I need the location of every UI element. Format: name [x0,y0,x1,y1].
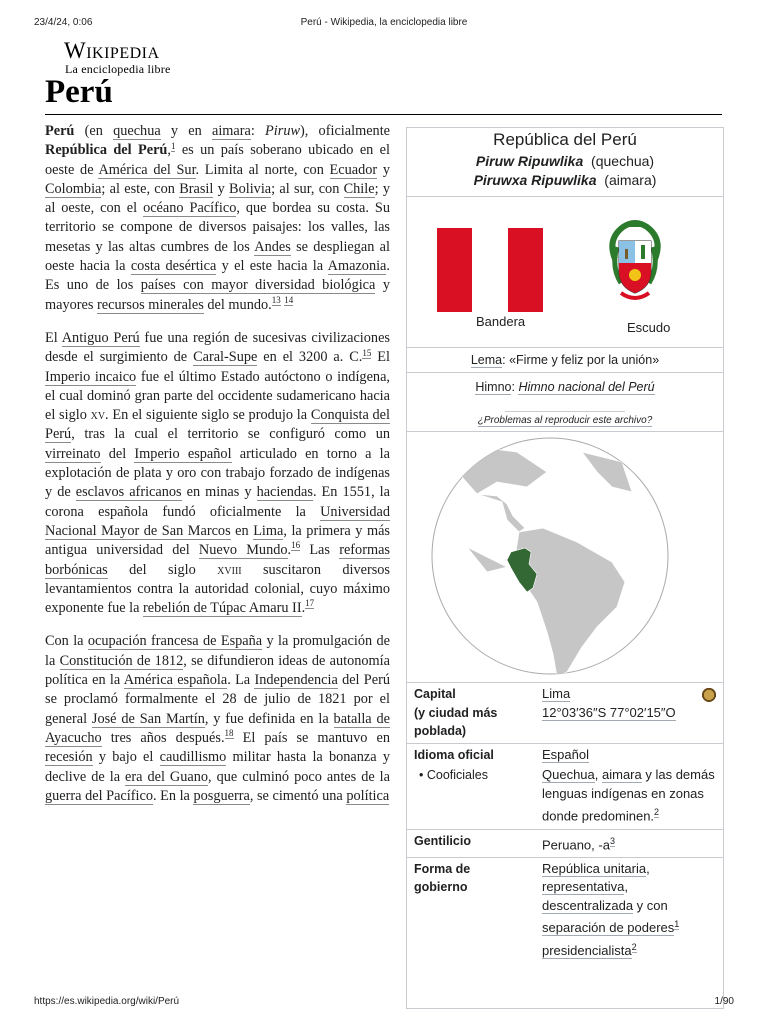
flag-caption[interactable]: Bandera [476,314,526,329]
native-name-text: Piruwxa Ripuwlika [473,172,597,188]
link-quechua[interactable]: Quechua [542,767,595,782]
link-aimara[interactable]: aimara [602,767,642,782]
link-conquista-del-peru[interactable]: Conquista del Perú [45,407,390,443]
text: se despliegan al oeste hacia la [45,238,390,275]
native-name-language: (aimara) [604,172,657,188]
bold-country-name: Perú [45,123,75,139]
link-oceano-pacifico[interactable]: océano Pacífico [143,200,237,217]
link-imperio-espanol[interactable]: Imperio español [134,445,232,462]
link-brasil[interactable]: Brasil [179,180,214,197]
text: y bajo el [92,749,160,766]
row-value-government [527,860,723,961]
link-antiguo-peru[interactable]: Antiguo Perú [61,329,140,346]
link-presidencialista[interactable]: presidencialista [542,943,632,959]
italic-native-name: Piruw [265,123,301,139]
text: y [213,180,230,197]
link-haciendas[interactable]: haciendas [256,484,313,501]
text: , que culminó poco antes de la [208,768,390,785]
link-quechua[interactable]: quechua [113,123,161,139]
text: , que bordea su costa. Su territorio se compone de diversos paisajes: los valles, las mesetas y las altas cumbres de los [45,200,390,255]
text: en el 3200 a. C. [257,349,363,366]
link-reformas-borbonicas[interactable]: reformas borbónicas [45,542,390,578]
title-divider [45,114,722,115]
link-ocupacion-francesa[interactable]: ocupación francesa de España [87,633,263,650]
text: y con [636,897,668,913]
text: Las [300,542,340,559]
text: , [167,142,171,159]
citation-link[interactable]: 17 [305,598,315,609]
text: es un país soberano ubicado en el oeste de [45,142,391,178]
flag-and-coat-section [407,197,723,347]
infobox-header [407,128,723,188]
native-name-language: (quechua) [591,153,655,169]
link-lima[interactable]: Lima [253,522,284,539]
text: militar hasta la bonanza y declive de la [45,749,390,785]
anthem-label[interactable]: Himno [475,380,512,394]
motto-label: Lema [470,353,503,367]
link-guerra-del-pacifico[interactable]: guerra del Pacífico [45,787,153,804]
text: El [45,329,62,346]
link-ecuador[interactable]: Ecuador [329,161,378,178]
capital-coordinates-link[interactable]: 12°03′36″S 77°02′15″O [542,704,676,720]
infobox-row-official-language [407,743,723,767]
link-bolivia[interactable]: Bolivia [229,180,272,197]
link-descentralizada[interactable]: descentralizada [542,897,634,913]
text: y en [160,123,212,139]
page-title: Perú [45,74,113,110]
link-america-espanola[interactable]: América española [123,672,228,689]
link-politica[interactable]: política [346,787,390,804]
citation-link[interactable]: 3 [609,835,615,846]
link-caudillismo[interactable]: caudillismo [159,749,227,766]
link-diversidad-biologica[interactable]: países con mayor diversidad biológica [140,277,376,294]
infobox-country-name: República del Perú [493,130,637,149]
text: fue el último Estado autóctono o indígena, el cual dominó gran parte del occidente sudamericano hacia el siglo [45,368,390,424]
text: . La [227,672,255,689]
link-andes[interactable]: Andes [254,238,291,255]
text: (en [74,123,114,139]
text: del Perú se proclamó formalmente el 28 de julio de 1821 por el general [45,672,391,727]
infobox [406,127,724,1009]
citation-link[interactable]: 1 [674,919,680,930]
coat-caption[interactable]: Escudo [627,320,671,335]
century-numeral: xv [90,407,106,424]
citation-link[interactable]: 15 [362,347,372,358]
text: . [287,542,292,559]
row-label-demonym: Gentilicio [414,833,471,848]
century-numeral: xviii [217,561,242,578]
native-name-aimara [407,172,723,188]
native-name-text: Piruw Ripuwlika [475,153,584,169]
print-datetime: 23/4/24, 0:06 [34,17,93,28]
text: en [230,522,254,539]
text: suscitaron diversos levantamientos contra la autoridad colonial, cuyo máximo exponente fue la [45,561,390,617]
infobox-row-government [407,857,723,963]
link-america-del-sur[interactable]: América del Sur [98,161,196,178]
link-capital-lima[interactable]: Lima [542,686,571,701]
audio-help-link[interactable]: ¿Problemas al reproducir este archivo? [477,415,653,426]
label-text: Capital (y ciudad más poblada) [414,687,498,738]
text: , la primera y más antigua universidad del [45,522,390,559]
text: , [624,879,629,895]
infobox-row-demonym [407,829,723,857]
link-costa-desertica[interactable]: costa desértica [130,258,217,275]
link-colombia[interactable]: Colombia [45,180,102,197]
link-jose-de-san-martin[interactable]: José de San Martín [91,710,205,727]
text: , se difundieron ideas de autonomía política en la [45,652,390,689]
coat-of-arms-image[interactable] [603,219,667,309]
wordmark-text: Wikipedia [64,38,160,63]
link-independencia[interactable]: Independencia [254,672,338,689]
link-era-del-guano[interactable]: era del Guano [125,768,209,785]
link-rebelion-tupac-amaru[interactable]: rebelión de Túpac Amaru II [143,600,302,617]
text: : [250,123,266,139]
print-page-number: 1/90 [714,996,734,1007]
link-esclavos-africanos[interactable]: esclavos africanos [75,484,182,501]
text: , tras la cual el territorio se configuró como un [71,426,390,443]
text: ; al este, con [101,180,180,197]
text: , [594,767,602,782]
row-value-co-official [527,766,723,826]
text: ), oficialmente [300,123,391,139]
text: . Limita al norte, con [195,161,330,178]
motto-row: Lema: «Firme y feliz por la unión» [470,353,660,367]
print-page-title: Perú - Wikipedia, la enciclopedia libre [300,17,468,28]
peru-flag-image[interactable] [437,228,543,312]
text: del siglo [107,561,218,578]
link-virreinato[interactable]: virreinato [45,445,101,462]
link-separacion-de-poderes[interactable]: separación de poderes [542,920,675,936]
link-chile[interactable]: Chile [343,180,375,197]
lima-coat-icon[interactable] [701,685,717,703]
text: El país se mantuvo en [233,729,390,746]
wikipedia-wordmark[interactable] [64,38,160,64]
text: y el este hacia la [216,258,328,275]
article-paragraph-3 [45,632,390,806]
article-body [45,122,390,820]
link-universidad-san-marcos[interactable]: Universidad Nacional Mayor de San Marcos [45,503,390,539]
text: . Es uno de los [45,258,390,294]
native-name-quechua [407,153,723,169]
anthem-link[interactable]: Himno nacional del Perú [518,380,655,394]
text: . [301,600,306,617]
infobox-row-capital [407,682,723,743]
text: tres años después. [101,729,225,746]
audio-help-row [407,412,723,431]
link-amazonia[interactable]: Amazonia [327,258,387,275]
print-url: https://es.wikipedia.org/wiki/Perú [34,996,180,1007]
text: en minas y [181,484,257,501]
link-republica-unitaria[interactable]: República unitaria [542,860,647,876]
row-label-official-language: Idioma oficial [414,747,494,762]
demonym-value: Peruano, -a [542,837,610,853]
text: y [377,161,390,178]
text: El [371,349,391,366]
link-posguerra[interactable]: posguerra [193,787,250,804]
row-label-capital [407,685,527,741]
article-paragraph-1 [45,122,390,315]
citation-link[interactable]: 13 [271,294,281,305]
citation-link[interactable]: 18 [224,728,234,739]
link-imperio-incaico[interactable]: Imperio incaico [45,368,137,385]
link-espanol[interactable]: Español [542,746,589,762]
text: , y fue definida en la [204,710,334,727]
article-paragraph-2 [45,329,390,618]
link-caral-supe[interactable]: Caral-Supe [193,349,258,366]
text: . En la [152,787,194,804]
location-globe-section [407,432,723,682]
link-aimara[interactable]: aimara [211,123,251,139]
infobox-row-co-official [407,766,723,829]
anthem-row: Himno: Himno nacional del Perú [475,380,655,394]
text: ; al sur, con [271,180,344,197]
link-recursos-minerales[interactable]: recursos minerales [97,296,204,313]
text: , se cimentó una [249,787,347,804]
link-batalla-ayacucho[interactable]: batalla de Ayacucho [45,710,390,746]
row-label-government: Forma de gobierno [414,861,471,895]
text: articulado en torno a la explotación de plata y oro con trabajo forzado de indígenas y de [45,445,390,501]
orthographic-globe-map[interactable] [407,432,723,682]
text: del mundo. [203,296,272,313]
link-constitucion-1812[interactable]: Constitución de 1812 [59,652,184,669]
citation-link[interactable]: 2 [631,941,637,952]
text: , [646,860,650,876]
text: ; y al oeste, con el [45,180,390,217]
text: y mayores [45,277,390,313]
citation-link[interactable]: 16 [291,540,301,551]
text: y la promulgación de la [45,633,390,669]
text: . En el siguiente siglo se produjo la [105,407,311,424]
text: del [100,445,135,462]
text: y las demás lenguas indígenas en zonas donde predominen. [542,767,715,824]
citation-link[interactable]: 2 [654,807,660,817]
row-value-capital [527,685,723,741]
link-representativa[interactable]: representativa [542,879,625,895]
citation-link[interactable]: 14 [284,294,294,305]
row-label-co-official: • Cooficiales [419,768,488,782]
text: . En 1551, la corona española fundó oficialmente la [45,484,390,520]
motto-text: «Firme y feliz por la unión» [509,353,660,367]
link-recesion[interactable]: recesión [45,749,93,766]
link-nuevo-mundo[interactable]: Nuevo Mundo [198,542,288,559]
bold-official-name: República del Perú [45,142,168,159]
wikipedia-tagline: La enciclopedia libre [65,62,171,76]
text: Con la [45,633,88,650]
citation-link[interactable]: 1 [170,140,176,151]
text: fue una región de sucesivas civilizaciones desde el surgimiento de [45,329,390,366]
